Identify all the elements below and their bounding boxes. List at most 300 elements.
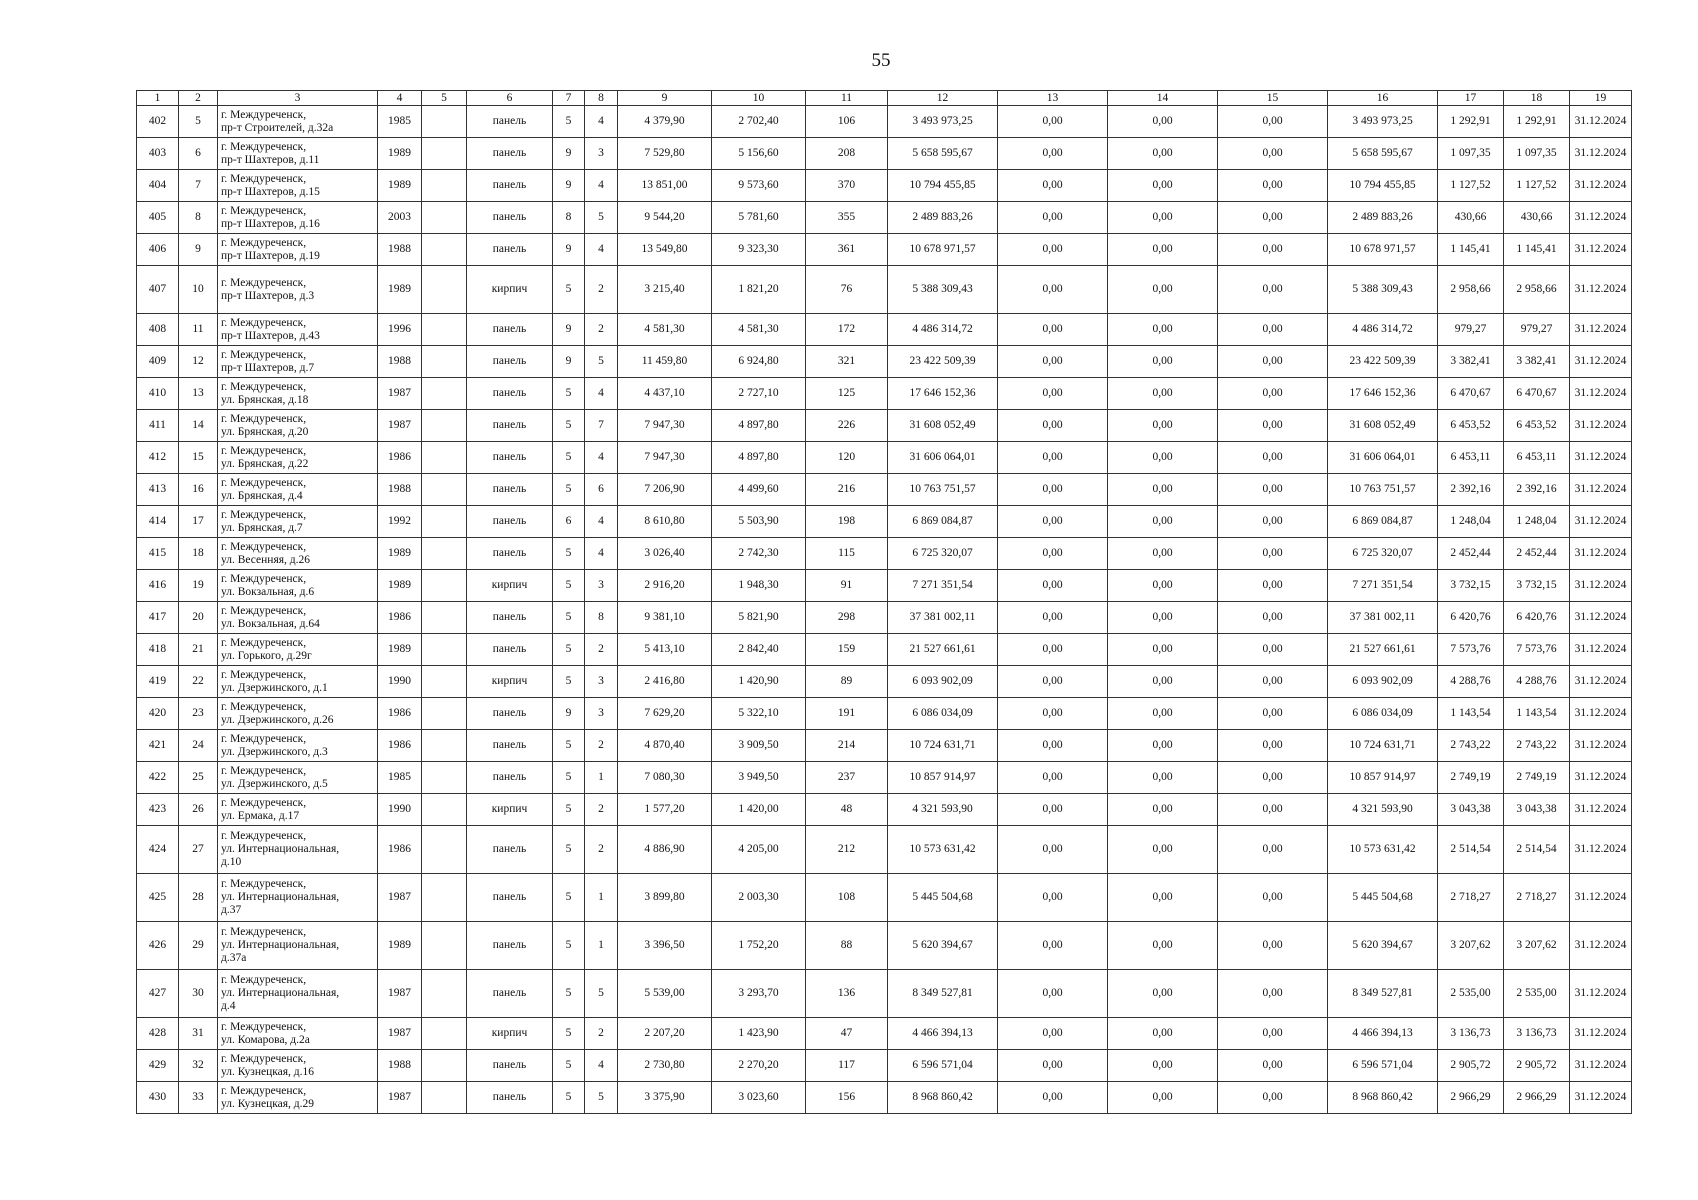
cell-col-6: кирпич [467, 1018, 553, 1050]
cell-col-19: 31.12.2024 [1570, 970, 1632, 1018]
cell-col-10: 1 423,90 [712, 1018, 806, 1050]
cell-col-19: 31.12.2024 [1570, 698, 1632, 730]
cell-col-14: 0,00 [1108, 602, 1218, 634]
cell-col-4: 1989 [378, 570, 422, 602]
cell-col-4: 1989 [378, 138, 422, 170]
cell-col-8: 4 [585, 378, 618, 410]
cell-col-4: 1987 [378, 970, 422, 1018]
cell-col-1: 430 [137, 1082, 179, 1114]
address-cell [218, 106, 378, 138]
cell-col-8: 4 [585, 170, 618, 202]
column-header-14: 14 [1108, 91, 1218, 106]
cell-col-1: 402 [137, 106, 179, 138]
address-cell [218, 474, 378, 506]
cell-col-16: 6 869 084,87 [1328, 506, 1438, 538]
cell-col-9: 4 870,40 [618, 730, 712, 762]
cell-col-11: 214 [806, 730, 888, 762]
cell-col-9: 4 581,30 [618, 314, 712, 346]
cell-col-16: 31 608 052,49 [1328, 410, 1438, 442]
cell-col-15: 0,00 [1218, 826, 1328, 874]
cell-col-4: 1988 [378, 1050, 422, 1082]
cell-col-4: 1988 [378, 474, 422, 506]
cell-col-18: 2 966,29 [1504, 1082, 1570, 1114]
table-row [137, 474, 1632, 506]
cell-col-16: 4 486 314,72 [1328, 314, 1438, 346]
column-header-6: 6 [467, 91, 553, 106]
cell-col-9: 3 396,50 [618, 922, 712, 970]
cell-col-5 [422, 170, 467, 202]
cell-col-8: 5 [585, 970, 618, 1018]
cell-col-11: 106 [806, 106, 888, 138]
cell-col-6: панель [467, 602, 553, 634]
cell-col-1: 420 [137, 698, 179, 730]
cell-col-16: 4 321 593,90 [1328, 794, 1438, 826]
cell-col-1: 426 [137, 922, 179, 970]
cell-col-14: 0,00 [1108, 730, 1218, 762]
cell-col-13: 0,00 [998, 874, 1108, 922]
cell-col-16: 7 271 351,54 [1328, 570, 1438, 602]
address-line: пр-т Шахтеров, д.19 [221, 249, 320, 262]
cell-col-6: панель [467, 1082, 553, 1114]
address-line: ул. Кузнецкая, д.16 [221, 1065, 315, 1078]
cell-col-18: 1 248,04 [1504, 506, 1570, 538]
table-row [137, 170, 1632, 202]
cell-col-8: 4 [585, 1050, 618, 1082]
cell-col-11: 108 [806, 874, 888, 922]
cell-col-10: 4 499,60 [712, 474, 806, 506]
cell-col-6: панель [467, 730, 553, 762]
address-line: г. Междуреченск, [221, 830, 307, 842]
cell-col-7: 5 [553, 762, 585, 794]
cell-col-16: 6 086 034,09 [1328, 698, 1438, 730]
address-line: г. Междуреченск, [221, 236, 307, 249]
address-cell [218, 762, 378, 794]
address-cell [218, 170, 378, 202]
address-line: г. Междуреченск, [221, 878, 307, 890]
address-cell [218, 1050, 378, 1082]
address-line: д.4 [221, 1000, 236, 1012]
cell-col-16: 17 646 152,36 [1328, 378, 1438, 410]
cell-col-16: 5 658 595,67 [1328, 138, 1438, 170]
cell-col-10: 1 752,20 [712, 922, 806, 970]
cell-col-14: 0,00 [1108, 442, 1218, 474]
cell-col-19: 31.12.2024 [1570, 138, 1632, 170]
column-header-4: 4 [378, 91, 422, 106]
address-cell [218, 346, 378, 378]
cell-col-18: 2 392,16 [1504, 474, 1570, 506]
cell-col-2: 10 [179, 266, 218, 314]
cell-col-1: 407 [137, 266, 179, 314]
address-line: г. Междуреченск, [221, 668, 307, 681]
cell-col-14: 0,00 [1108, 106, 1218, 138]
address-line: г. Междуреченск, [221, 348, 307, 361]
table-row [137, 314, 1632, 346]
address-line: г. Междуреченск, [221, 108, 307, 121]
cell-col-5 [422, 410, 467, 442]
cell-col-18: 1 145,41 [1504, 234, 1570, 266]
cell-col-10: 6 924,80 [712, 346, 806, 378]
cell-col-13: 0,00 [998, 762, 1108, 794]
cell-col-1: 424 [137, 826, 179, 874]
cell-col-2: 6 [179, 138, 218, 170]
cell-col-11: 298 [806, 602, 888, 634]
cell-col-14: 0,00 [1108, 762, 1218, 794]
cell-col-2: 33 [179, 1082, 218, 1114]
address-line: пр-т Шахтеров, д.15 [221, 185, 320, 198]
cell-col-16: 5 620 394,67 [1328, 922, 1438, 970]
address-line: г. Междуреченск, [221, 276, 307, 289]
cell-col-6: панель [467, 634, 553, 666]
cell-col-1: 425 [137, 874, 179, 922]
cell-col-8: 3 [585, 570, 618, 602]
cell-col-8: 5 [585, 1082, 618, 1114]
cell-col-19: 31.12.2024 [1570, 442, 1632, 474]
cell-col-17: 2 452,44 [1438, 538, 1504, 570]
cell-col-17: 2 718,27 [1438, 874, 1504, 922]
cell-col-16: 23 422 509,39 [1328, 346, 1438, 378]
cell-col-5 [422, 378, 467, 410]
cell-col-8: 2 [585, 314, 618, 346]
cell-col-7: 5 [553, 826, 585, 874]
cell-col-2: 13 [179, 378, 218, 410]
cell-col-13: 0,00 [998, 602, 1108, 634]
cell-col-4: 1989 [378, 634, 422, 666]
cell-col-15: 0,00 [1218, 1082, 1328, 1114]
cell-col-5 [422, 202, 467, 234]
cell-col-9: 7 947,30 [618, 410, 712, 442]
cell-col-13: 0,00 [998, 346, 1108, 378]
column-header-7: 7 [553, 91, 585, 106]
table-row [137, 234, 1632, 266]
address-line: г. Междуреченск, [221, 796, 307, 809]
cell-col-1: 421 [137, 730, 179, 762]
cell-col-2: 19 [179, 570, 218, 602]
cell-col-8: 1 [585, 874, 618, 922]
cell-col-11: 89 [806, 666, 888, 698]
cell-col-4: 1987 [378, 1082, 422, 1114]
cell-col-11: 237 [806, 762, 888, 794]
cell-col-12: 6 093 902,09 [888, 666, 998, 698]
cell-col-14: 0,00 [1108, 506, 1218, 538]
cell-col-1: 412 [137, 442, 179, 474]
cell-col-12: 4 466 394,13 [888, 1018, 998, 1050]
cell-col-5 [422, 346, 467, 378]
cell-col-2: 27 [179, 826, 218, 874]
cell-col-18: 3 043,38 [1504, 794, 1570, 826]
address-cell [218, 602, 378, 634]
cell-col-10: 3 023,60 [712, 1082, 806, 1114]
column-header-12: 12 [888, 91, 998, 106]
address-cell [218, 442, 378, 474]
cell-col-2: 21 [179, 634, 218, 666]
address-line: г. Междуреченск, [221, 926, 307, 938]
cell-col-15: 0,00 [1218, 266, 1328, 314]
cell-col-17: 6 453,11 [1438, 442, 1504, 474]
cell-col-4: 1986 [378, 730, 422, 762]
cell-col-4: 1990 [378, 666, 422, 698]
cell-col-12: 21 527 661,61 [888, 634, 998, 666]
cell-col-6: панель [467, 826, 553, 874]
cell-col-15: 0,00 [1218, 138, 1328, 170]
table-header [137, 91, 1632, 106]
cell-col-4: 1990 [378, 794, 422, 826]
cell-col-7: 5 [553, 570, 585, 602]
cell-col-19: 31.12.2024 [1570, 106, 1632, 138]
cell-col-12: 23 422 509,39 [888, 346, 998, 378]
cell-col-9: 3 026,40 [618, 538, 712, 570]
cell-col-8: 2 [585, 794, 618, 826]
address-line: ул. Интернациональная, [221, 843, 340, 855]
cell-col-12: 10 724 631,71 [888, 730, 998, 762]
column-header-19: 19 [1570, 91, 1632, 106]
cell-col-7: 5 [553, 538, 585, 570]
cell-col-11: 48 [806, 794, 888, 826]
cell-col-8: 2 [585, 730, 618, 762]
cell-col-19: 31.12.2024 [1570, 378, 1632, 410]
cell-col-8: 5 [585, 202, 618, 234]
cell-col-6: панель [467, 106, 553, 138]
address-cell [218, 666, 378, 698]
cell-col-7: 5 [553, 106, 585, 138]
table-row [137, 538, 1632, 570]
cell-col-4: 1987 [378, 874, 422, 922]
cell-col-5 [422, 730, 467, 762]
cell-col-7: 5 [553, 730, 585, 762]
cell-col-2: 18 [179, 538, 218, 570]
cell-col-14: 0,00 [1108, 138, 1218, 170]
cell-col-13: 0,00 [998, 570, 1108, 602]
cell-col-1: 404 [137, 170, 179, 202]
cell-col-12: 10 573 631,42 [888, 826, 998, 874]
cell-col-18: 430,66 [1504, 202, 1570, 234]
column-header-3: 3 [218, 91, 378, 106]
cell-col-1: 415 [137, 538, 179, 570]
cell-col-2: 24 [179, 730, 218, 762]
cell-col-6: панель [467, 698, 553, 730]
cell-col-2: 16 [179, 474, 218, 506]
cell-col-6: панель [467, 874, 553, 922]
cell-col-1: 419 [137, 666, 179, 698]
cell-col-5 [422, 442, 467, 474]
address-line: г. Междуреченск, [221, 204, 307, 217]
cell-col-18: 7 573,76 [1504, 634, 1570, 666]
cell-col-13: 0,00 [998, 106, 1108, 138]
cell-col-6: панель [467, 506, 553, 538]
address-cell [218, 378, 378, 410]
cell-col-2: 26 [179, 794, 218, 826]
cell-col-8: 1 [585, 762, 618, 794]
cell-col-7: 9 [553, 346, 585, 378]
cell-col-9: 13 549,80 [618, 234, 712, 266]
cell-col-17: 2 905,72 [1438, 1050, 1504, 1082]
cell-col-13: 0,00 [998, 970, 1108, 1018]
cell-col-9: 4 437,10 [618, 378, 712, 410]
cell-col-18: 2 452,44 [1504, 538, 1570, 570]
cell-col-4: 1989 [378, 266, 422, 314]
cell-col-7: 9 [553, 170, 585, 202]
table-row [137, 922, 1632, 970]
cell-col-14: 0,00 [1108, 1082, 1218, 1114]
column-header-5: 5 [422, 91, 467, 106]
cell-col-1: 429 [137, 1050, 179, 1082]
cell-col-14: 0,00 [1108, 1050, 1218, 1082]
cell-col-18: 3 207,62 [1504, 922, 1570, 970]
cell-col-12: 5 658 595,67 [888, 138, 998, 170]
column-header-11: 11 [806, 91, 888, 106]
address-line: д.37а [221, 952, 247, 964]
cell-col-9: 7 206,90 [618, 474, 712, 506]
cell-col-17: 2 392,16 [1438, 474, 1504, 506]
cell-col-2: 32 [179, 1050, 218, 1082]
cell-col-10: 1 420,90 [712, 666, 806, 698]
address-cell [218, 794, 378, 826]
column-header-1: 1 [137, 91, 179, 106]
cell-col-9: 8 610,80 [618, 506, 712, 538]
cell-col-2: 11 [179, 314, 218, 346]
cell-col-16: 4 466 394,13 [1328, 1018, 1438, 1050]
address-cell [218, 234, 378, 266]
cell-col-13: 0,00 [998, 1018, 1108, 1050]
cell-col-16: 6 596 571,04 [1328, 1050, 1438, 1082]
address-cell [218, 1018, 378, 1050]
cell-col-15: 0,00 [1218, 234, 1328, 266]
cell-col-11: 198 [806, 506, 888, 538]
cell-col-7: 9 [553, 314, 585, 346]
cell-col-5 [422, 762, 467, 794]
address-line: г. Междуреченск, [221, 1020, 307, 1033]
cell-col-19: 31.12.2024 [1570, 826, 1632, 874]
cell-col-19: 31.12.2024 [1570, 234, 1632, 266]
cell-col-2: 31 [179, 1018, 218, 1050]
cell-col-16: 3 493 973,25 [1328, 106, 1438, 138]
cell-col-15: 0,00 [1218, 762, 1328, 794]
table-row [137, 570, 1632, 602]
address-line: г. Междуреченск, [221, 732, 307, 745]
cell-col-14: 0,00 [1108, 314, 1218, 346]
page-number: 55 [871, 50, 891, 71]
cell-col-18: 2 749,19 [1504, 762, 1570, 794]
cell-col-10: 2 742,30 [712, 538, 806, 570]
cell-col-9: 7 080,30 [618, 762, 712, 794]
address-line: г. Междуреченск, [221, 636, 307, 649]
cell-col-9: 5 413,10 [618, 634, 712, 666]
cell-col-1: 405 [137, 202, 179, 234]
cell-col-5 [422, 922, 467, 970]
cell-col-17: 1 127,52 [1438, 170, 1504, 202]
cell-col-11: 226 [806, 410, 888, 442]
cell-col-6: панель [467, 762, 553, 794]
cell-col-13: 0,00 [998, 170, 1108, 202]
cell-col-10: 2 702,40 [712, 106, 806, 138]
cell-col-12: 6 725 320,07 [888, 538, 998, 570]
cell-col-17: 3 043,38 [1438, 794, 1504, 826]
cell-col-15: 0,00 [1218, 794, 1328, 826]
cell-col-9: 13 851,00 [618, 170, 712, 202]
cell-col-12: 6 596 571,04 [888, 1050, 998, 1082]
cell-col-17: 2 966,29 [1438, 1082, 1504, 1114]
cell-col-1: 418 [137, 634, 179, 666]
cell-col-8: 4 [585, 538, 618, 570]
cell-col-18: 2 958,66 [1504, 266, 1570, 314]
cell-col-15: 0,00 [1218, 634, 1328, 666]
address-line: г. Междуреченск, [221, 508, 307, 521]
table-row [137, 442, 1632, 474]
cell-col-19: 31.12.2024 [1570, 874, 1632, 922]
address-line: пр-т Шахтеров, д.7 [221, 361, 315, 374]
cell-col-9: 4 886,90 [618, 826, 712, 874]
cell-col-12: 6 869 084,87 [888, 506, 998, 538]
address-line: ул. Ермака, д.17 [221, 809, 300, 822]
cell-col-19: 31.12.2024 [1570, 922, 1632, 970]
cell-col-8: 7 [585, 410, 618, 442]
column-header-17: 17 [1438, 91, 1504, 106]
cell-col-13: 0,00 [998, 474, 1108, 506]
address-cell [218, 1082, 378, 1114]
cell-col-19: 31.12.2024 [1570, 1018, 1632, 1050]
cell-col-4: 1989 [378, 922, 422, 970]
cell-col-5 [422, 826, 467, 874]
cell-col-10: 2 842,40 [712, 634, 806, 666]
cell-col-4: 1986 [378, 602, 422, 634]
cell-col-18: 6 470,67 [1504, 378, 1570, 410]
cell-col-14: 0,00 [1108, 474, 1218, 506]
cell-col-4: 1987 [378, 1018, 422, 1050]
cell-col-4: 1996 [378, 314, 422, 346]
cell-col-14: 0,00 [1108, 234, 1218, 266]
table-row [137, 138, 1632, 170]
cell-col-9: 2 730,80 [618, 1050, 712, 1082]
cell-col-19: 31.12.2024 [1570, 730, 1632, 762]
address-cell [218, 970, 378, 1018]
cell-col-15: 0,00 [1218, 506, 1328, 538]
address-line: г. Междуреченск, [221, 764, 307, 777]
cell-col-17: 6 453,52 [1438, 410, 1504, 442]
cell-col-7: 5 [553, 970, 585, 1018]
cell-col-15: 0,00 [1218, 170, 1328, 202]
cell-col-7: 6 [553, 506, 585, 538]
cell-col-15: 0,00 [1218, 378, 1328, 410]
cell-col-15: 0,00 [1218, 474, 1328, 506]
table-row [137, 602, 1632, 634]
cell-col-7: 5 [553, 1082, 585, 1114]
cell-col-5 [422, 1082, 467, 1114]
cell-col-2: 29 [179, 922, 218, 970]
cell-col-1: 427 [137, 970, 179, 1018]
cell-col-5 [422, 794, 467, 826]
cell-col-10: 9 573,60 [712, 170, 806, 202]
cell-col-10: 4 897,80 [712, 410, 806, 442]
address-line: ул. Брянская, д.7 [221, 521, 303, 534]
cell-col-12: 6 086 034,09 [888, 698, 998, 730]
cell-col-11: 321 [806, 346, 888, 378]
cell-col-15: 0,00 [1218, 1018, 1328, 1050]
cell-col-16: 31 606 064,01 [1328, 442, 1438, 474]
cell-col-14: 0,00 [1108, 170, 1218, 202]
cell-col-8: 3 [585, 698, 618, 730]
cell-col-14: 0,00 [1108, 266, 1218, 314]
cell-col-6: панель [467, 474, 553, 506]
cell-col-9: 5 539,00 [618, 970, 712, 1018]
column-header-18: 18 [1504, 91, 1570, 106]
cell-col-12: 8 968 860,42 [888, 1082, 998, 1114]
cell-col-17: 2 743,22 [1438, 730, 1504, 762]
cell-col-9: 1 577,20 [618, 794, 712, 826]
address-line: г. Междуреченск, [221, 1084, 307, 1097]
cell-col-14: 0,00 [1108, 202, 1218, 234]
cell-col-18: 3 732,15 [1504, 570, 1570, 602]
cell-col-15: 0,00 [1218, 202, 1328, 234]
cell-col-5 [422, 506, 467, 538]
